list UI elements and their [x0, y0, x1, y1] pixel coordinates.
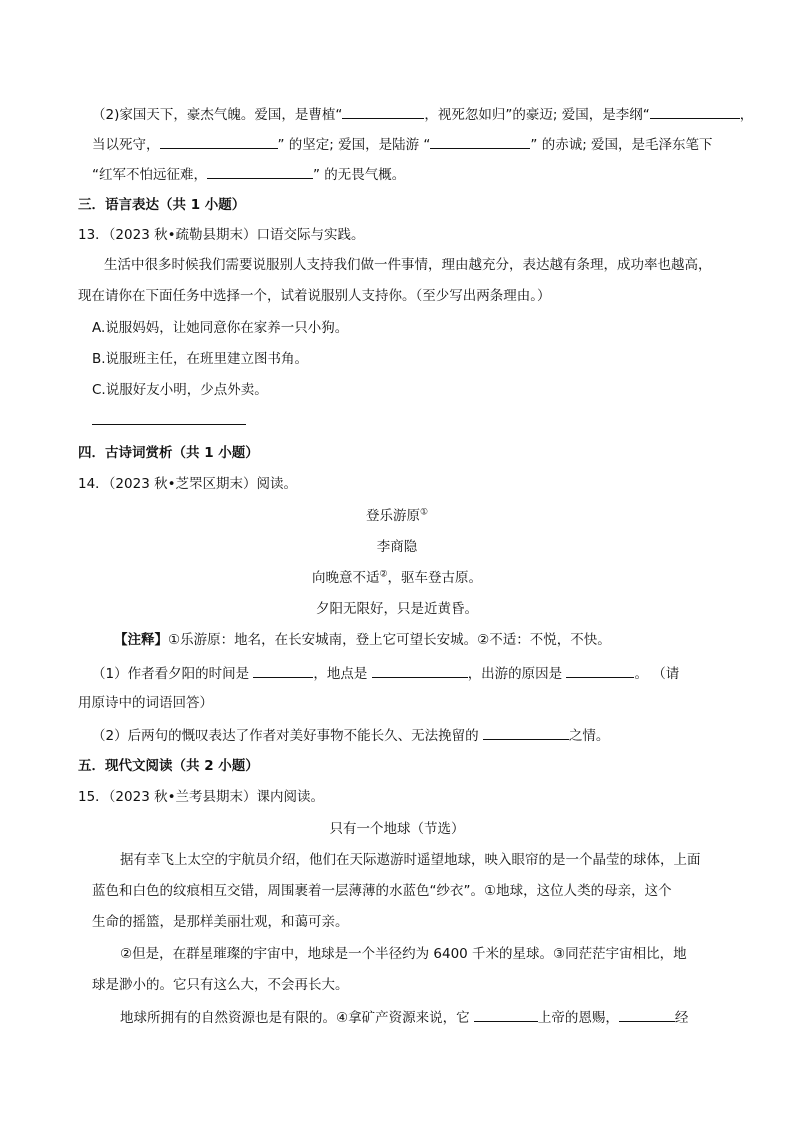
sub-question-1: （1）作者看夕阳的时间是 ，地点是 ，出游的原因是 。 （请 [92, 663, 679, 683]
answer-blank[interactable] [342, 104, 424, 119]
answer-blank[interactable] [474, 1007, 538, 1022]
section-title: 四．古诗词赏析（共 1 小题） [78, 445, 259, 461]
option-a: A.说服妈妈，让她同意你在家养一只小狗。 [92, 320, 349, 336]
paragraph-line: 生命的摇篮，是那样美丽壮观，和蔼可亲。 [92, 914, 349, 930]
answer-line[interactable] [92, 410, 246, 430]
paragraph-line: 地球所拥有的自然资源也是有限的。④拿矿产资源来说，它 上帝的恩赐， 经 [120, 1007, 688, 1027]
q12-line-3: “红军不怕远征难， ” 的无畏气概。 [92, 164, 405, 184]
poem-line: 夕阳无限好，只是近黄昏。 [316, 601, 478, 617]
answer-blank[interactable] [253, 663, 313, 678]
answer-blank[interactable] [372, 663, 468, 678]
passage-title: 只有一个地球（节选） [329, 821, 465, 837]
answer-blank[interactable] [92, 410, 246, 425]
section-title: 三．语言表达（共 1 小题） [78, 197, 246, 213]
poem-line: 向晚意不适②，驱车登古原。 [311, 569, 483, 586]
question-header: 15．（2023 秋•兰考县期末）课内阅读。 [78, 789, 325, 805]
poem-title: 登乐游原① [365, 507, 429, 524]
answer-blank[interactable] [160, 134, 278, 149]
answer-blank[interactable] [430, 134, 530, 149]
section-title: 五．现代文阅读（共 2 小题） [78, 758, 259, 774]
answer-blank[interactable] [566, 663, 634, 678]
q12-line-2: 当以死守， ” 的坚定; 爱国，是陆游 “ ” 的赤诚; 爱国，是毛泽东笔下 [92, 134, 713, 154]
q12-line-1: （2)家国天下，豪杰气魄。爱国，是曹植“ ，视死忽如归”的豪迈; 爱国，是李纲“ ， [92, 104, 753, 124]
footnote-mark: ① [419, 507, 429, 518]
paragraph-line: 据有幸飞上太空的宇航员介绍，他们在天际遨游时遥望地球，映入眼帘的是一个晶莹的球体，上面 [120, 852, 701, 868]
answer-blank[interactable] [650, 104, 740, 119]
option-b: B.说服班主任，在班里建立图书角。 [92, 351, 309, 367]
sub-question-2: （2）后两句的慨叹表达了作者对美好事物不能长久、无法挽留的 之情。 [92, 725, 609, 745]
paragraph-line: ②但是，在群星璀璨的宇宙中，地球是一个半径约为 6400 千米的星球。③同茫茫宇宙相比，地 [120, 946, 687, 962]
poem-notes: 【注释】①乐游原：地名，在长安城南，登上它可望长安城。②不适：不悦，不快。 [114, 632, 611, 648]
question-header: 13．（2023 秋•疏勒县期末）口语交际与实践。 [78, 227, 365, 243]
paragraph-line: 蓝色和白色的纹痕相互交错，周围裹着一层薄薄的水蓝色“纱衣”。①地球，这位人类的母亲，这个 [92, 883, 672, 899]
answer-blank[interactable] [207, 164, 313, 179]
option-c: C.说服好友小明，少点外卖。 [92, 382, 268, 398]
answer-blank[interactable] [483, 725, 569, 740]
paragraph-line: 生活中很多时候我们需要说服别人支持我们做一件事情，理由越充分，表达越有条理，成功率也越高， [104, 257, 712, 273]
question-header: 14．（2023 秋•芝罘区期末）阅读。 [78, 476, 298, 492]
sub-question-1-cont: 用原诗中的词语回答） [78, 695, 213, 711]
answer-blank[interactable] [619, 1007, 675, 1022]
footnote-mark: ② [379, 569, 388, 580]
paragraph-line: 球是渺小的。它只有这么大，不会再长大。 [92, 977, 349, 993]
paragraph-line: 现在请你在下面任务中选择一个，试着说服别人支持你。（至少写出两条理由。） [78, 288, 551, 304]
poem-author: 李商隐 [376, 539, 418, 555]
